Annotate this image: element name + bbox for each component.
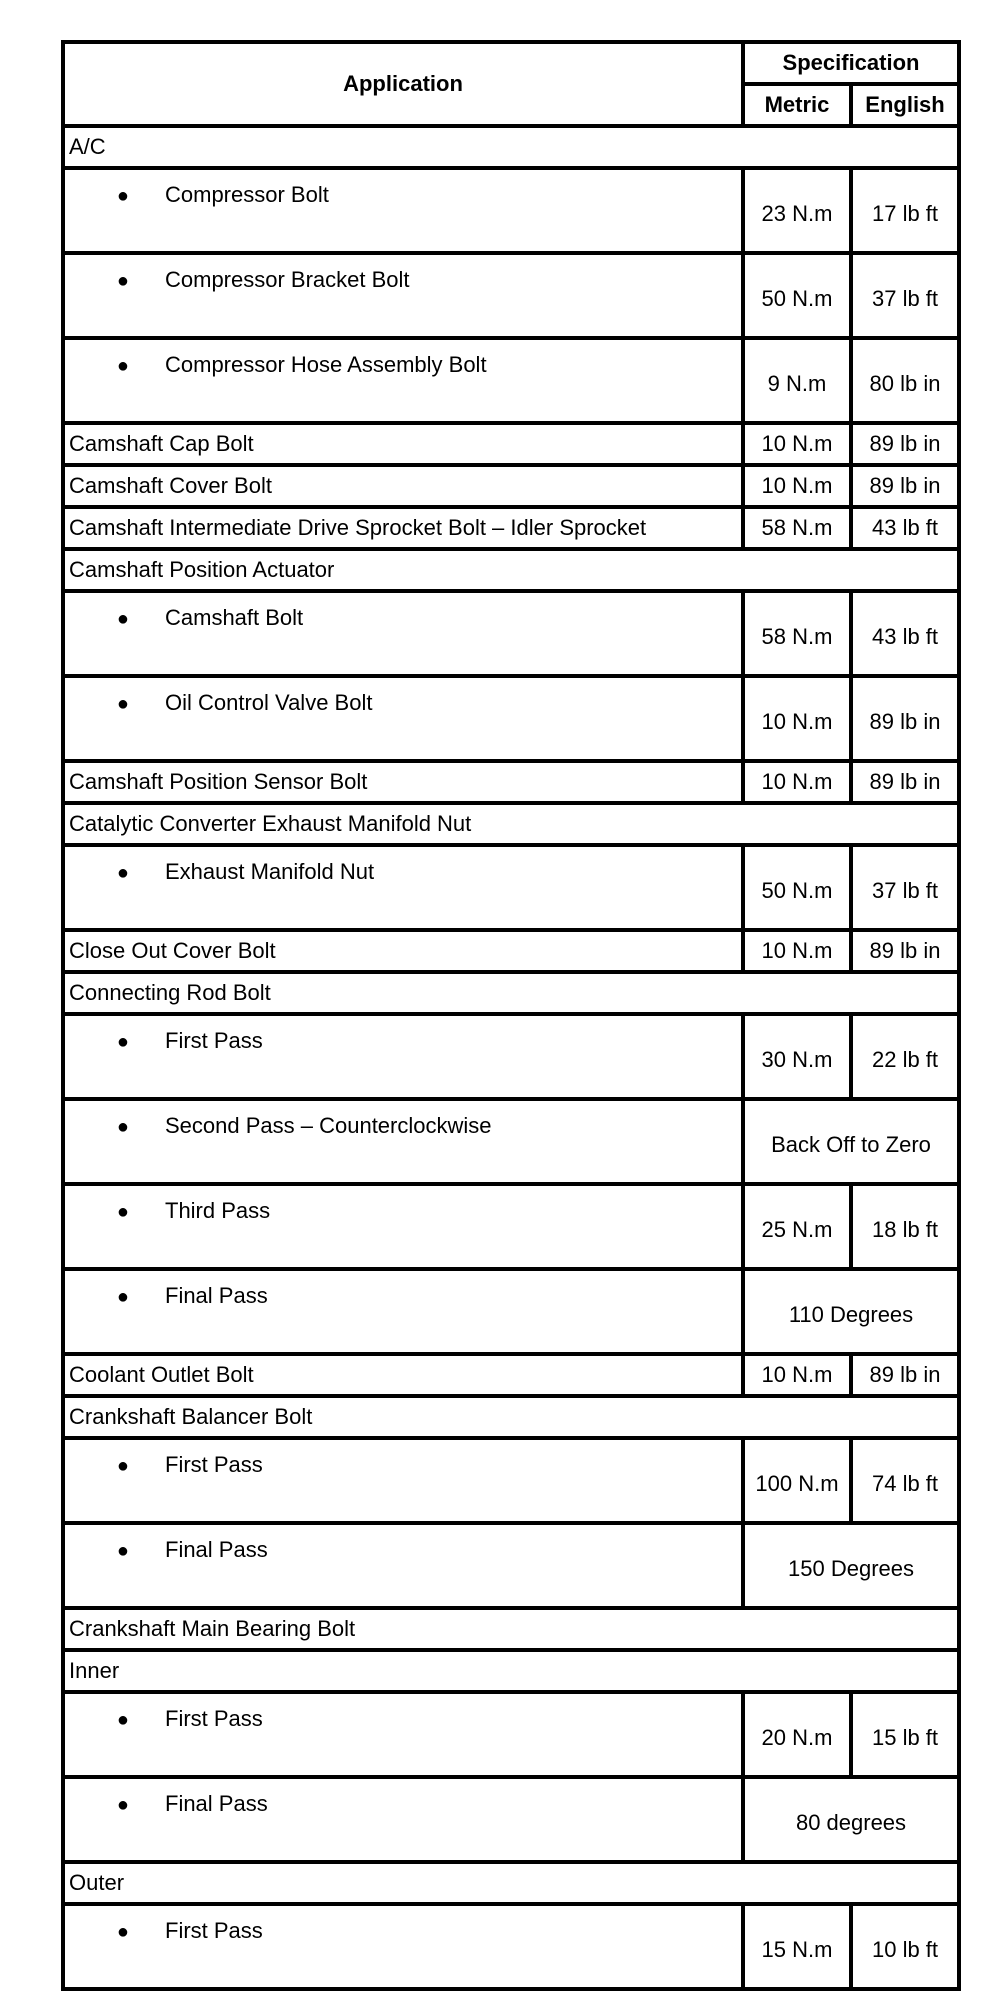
application-cell (63, 1523, 743, 1608)
application-cell: Camshaft Cover Bolt (63, 465, 743, 507)
application-label: Compressor Bracket Bolt (165, 267, 410, 292)
bullet-icon: ● (116, 693, 129, 715)
table-row (63, 1354, 959, 1396)
application-label: Compressor Bolt (165, 182, 329, 207)
bullet-icon: ● (116, 1540, 129, 1562)
application-cell (63, 1184, 743, 1269)
group-label: Catalytic Converter Exhaust Manifold Nut (63, 803, 959, 845)
application-cell (63, 1014, 743, 1099)
english-value: 10 lb ft (851, 1904, 959, 1989)
group-label: Inner (63, 1650, 959, 1692)
table-row (63, 1777, 959, 1862)
combined-spec-value: Back Off to Zero (743, 1099, 959, 1184)
application-label: Exhaust Manifold Nut (165, 859, 375, 884)
combined-spec-value: 150 Degrees (743, 1523, 959, 1608)
english-value: 74 lb ft (851, 1438, 959, 1523)
bullet-icon: ● (116, 185, 129, 207)
metric-value: 23 N.m (743, 168, 851, 253)
application-cell (63, 1269, 743, 1354)
application-label: Third Pass (165, 1198, 271, 1223)
application-cell (63, 168, 743, 253)
metric-value: 58 N.m (743, 591, 851, 676)
english-value: 89 lb in (851, 1354, 959, 1396)
english-value: 22 lb ft (851, 1014, 959, 1099)
table-row (63, 507, 959, 549)
english-value: 89 lb in (851, 465, 959, 507)
table-row (63, 1184, 959, 1269)
application-label: First Pass (165, 1918, 263, 1943)
metric-header: Metric (743, 84, 851, 126)
application-label: Second Pass – Counterclockwise (165, 1113, 492, 1138)
application-label: Final Pass (165, 1283, 268, 1308)
table-row (63, 549, 959, 591)
bullet-icon: ● (116, 608, 129, 630)
bullet-icon: ● (116, 1031, 129, 1053)
metric-value: 20 N.m (743, 1692, 851, 1777)
application-cell: Coolant Outlet Bolt (63, 1354, 743, 1396)
metric-value: 10 N.m (743, 676, 851, 761)
application-label: Oil Control Valve Bolt (165, 690, 373, 715)
application-cell (63, 338, 743, 423)
group-label: A/C (63, 126, 959, 168)
bullet-icon: ● (116, 1709, 129, 1731)
table-body (63, 126, 959, 1989)
application-cell (63, 1099, 743, 1184)
metric-value: 15 N.m (743, 1904, 851, 1989)
table-row (63, 1396, 959, 1438)
table-header-row (63, 42, 959, 84)
metric-value: 25 N.m (743, 1184, 851, 1269)
bullet-icon: ● (116, 1201, 129, 1223)
group-label: Connecting Rod Bolt (63, 972, 959, 1014)
application-label: First Pass (165, 1028, 263, 1053)
metric-value: 100 N.m (743, 1438, 851, 1523)
bullet-icon: ● (116, 1794, 129, 1816)
table-row (63, 423, 959, 465)
table-row (63, 1269, 959, 1354)
table-row (63, 1608, 959, 1650)
application-label: Final Pass (165, 1537, 268, 1562)
english-value: 89 lb in (851, 761, 959, 803)
torque-spec-table (61, 40, 961, 1991)
english-value: 43 lb ft (851, 591, 959, 676)
metric-value: 10 N.m (743, 930, 851, 972)
table-row (63, 930, 959, 972)
table-row (63, 168, 959, 253)
bullet-icon: ● (116, 862, 129, 884)
application-cell: Close Out Cover Bolt (63, 930, 743, 972)
english-value: 43 lb ft (851, 507, 959, 549)
metric-value: 10 N.m (743, 465, 851, 507)
group-label: Camshaft Position Actuator (63, 549, 959, 591)
application-cell: Camshaft Position Sensor Bolt (63, 761, 743, 803)
application-cell (63, 1904, 743, 1989)
metric-value: 9 N.m (743, 338, 851, 423)
bullet-icon: ● (116, 355, 129, 377)
english-value: 89 lb in (851, 930, 959, 972)
application-label: Camshaft Bolt (165, 605, 304, 630)
application-label: Compressor Hose Assembly Bolt (165, 352, 487, 377)
bullet-icon: ● (116, 1286, 129, 1308)
table-row (63, 1099, 959, 1184)
application-cell (63, 591, 743, 676)
application-label: First Pass (165, 1452, 263, 1477)
table-row (63, 1692, 959, 1777)
metric-value: 10 N.m (743, 1354, 851, 1396)
table-row (63, 1523, 959, 1608)
english-value: 37 lb ft (851, 253, 959, 338)
table-row (63, 1862, 959, 1904)
bullet-icon: ● (116, 1116, 129, 1138)
english-value: 18 lb ft (851, 1184, 959, 1269)
table-row (63, 338, 959, 423)
application-label: First Pass (165, 1706, 263, 1731)
english-value: 37 lb ft (851, 845, 959, 930)
group-label: Crankshaft Main Bearing Bolt (63, 1608, 959, 1650)
english-value: 89 lb in (851, 423, 959, 465)
combined-spec-value: 110 Degrees (743, 1269, 959, 1354)
application-cell (63, 253, 743, 338)
application-cell (63, 1692, 743, 1777)
application-cell (63, 1777, 743, 1862)
metric-value: 10 N.m (743, 761, 851, 803)
table-row (63, 676, 959, 761)
metric-value: 50 N.m (743, 253, 851, 338)
table-row (63, 845, 959, 930)
group-label: Crankshaft Balancer Bolt (63, 1396, 959, 1438)
english-header: English (851, 84, 959, 126)
english-value: 17 lb ft (851, 168, 959, 253)
application-cell (63, 676, 743, 761)
metric-value: 50 N.m (743, 845, 851, 930)
application-cell: Camshaft Cap Bolt (63, 423, 743, 465)
application-header: Application (63, 42, 743, 126)
table-row (63, 972, 959, 1014)
bullet-icon: ● (116, 1921, 129, 1943)
table-row (63, 803, 959, 845)
table-row (63, 761, 959, 803)
table-row (63, 1650, 959, 1692)
application-label: Final Pass (165, 1791, 268, 1816)
group-label: Outer (63, 1862, 959, 1904)
table-row (63, 253, 959, 338)
bullet-icon: ● (116, 1455, 129, 1477)
application-cell (63, 845, 743, 930)
application-cell (63, 1438, 743, 1523)
english-value: 15 lb ft (851, 1692, 959, 1777)
table-row (63, 591, 959, 676)
application-cell: Camshaft Intermediate Drive Sprocket Bolt – Idler Sprocket (63, 507, 743, 549)
table-row (63, 1014, 959, 1099)
combined-spec-value: 80 degrees (743, 1777, 959, 1862)
table-row (63, 465, 959, 507)
english-value: 80 lb in (851, 338, 959, 423)
bullet-icon: ● (116, 270, 129, 292)
english-value: 89 lb in (851, 676, 959, 761)
table-row (63, 1904, 959, 1989)
table-row (63, 126, 959, 168)
metric-value: 10 N.m (743, 423, 851, 465)
metric-value: 30 N.m (743, 1014, 851, 1099)
specification-header: Specification (743, 42, 959, 84)
table-row (63, 1438, 959, 1523)
metric-value: 58 N.m (743, 507, 851, 549)
